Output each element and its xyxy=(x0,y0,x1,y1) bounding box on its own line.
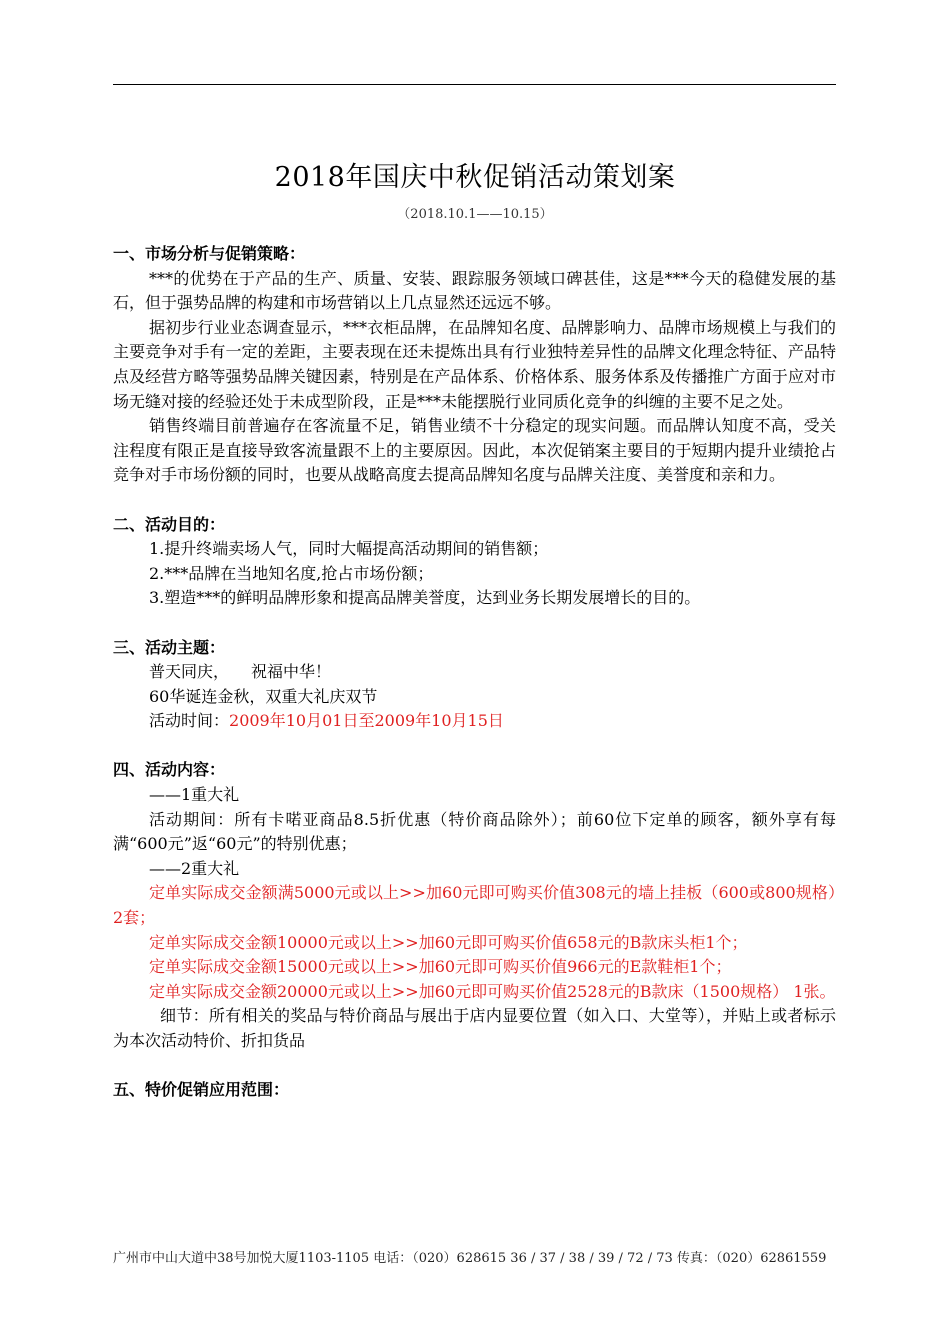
gift-title: ——2重大礼 xyxy=(149,858,240,878)
paragraph: 活动期间：所有卡喏亚商品8.5折优惠（特价商品除外）；前60位下定单的顾客，额外享有每满“600元”返“60元”的特别优惠； xyxy=(113,809,836,854)
paragraph: 据初步行业业态调查显示，***衣柜品牌，在品牌知名度、品牌影响力、品牌市场规模上与我们的主要竞争对手有一定的差距，主要表现在还未提炼出具有行业独特差异性的品牌文化理念特征、产品特点及经营方略等强势品牌关键因素，特别是在产品体系、价格体系、服务体系及传播推广方面于应对市场无缝对接的经验还处于未成型阶段，正是***未能摆脱行业同质化竞争的纠缠的主要不足之处。 xyxy=(113,317,836,411)
gift-tier: 定单实际成交金额20000元或以上>>加60元即可购买价值2528元的B款床（1500规格） 1张。 xyxy=(149,981,836,1001)
paragraph: 细节：所有相关的奖品与特价商品与展出于店内显要位置（如入口、大堂等），并贴上或者标示为本次活动特价、折扣货品 xyxy=(113,1006,836,1050)
gift-title: ——1重大礼 xyxy=(149,785,240,805)
theme-part: 祝福中华！ xyxy=(251,662,332,682)
section-heading: 四、活动内容： xyxy=(113,760,226,780)
document-title: 2018年国庆中秋促销活动策划案 xyxy=(274,162,676,193)
list-item: 2.***品牌在当地知名度,抢占市场份额； xyxy=(149,563,434,583)
activity-time-value: 2009年10月01日至2009年10月15日 xyxy=(229,711,504,731)
document-date-range: （2018.10.1——10.15） xyxy=(397,207,553,222)
header-rule xyxy=(113,84,836,85)
section-heading: 三、活动主题： xyxy=(113,637,226,657)
section-heading: 一、市场分析与促销策略： xyxy=(113,244,306,263)
theme-line: 60华诞连金秋，双重大礼庆双节 xyxy=(149,686,378,706)
section-heading: 五、特价促销应用范围： xyxy=(113,1080,290,1100)
page-footer: 广州市中山大道中38号加悦大厦1103-1105 电话：（020）628615 36 / 37 / 38 / 39 / 72 / 73 传真：（020）62861559 xyxy=(113,1251,827,1266)
list-item: 3.塑造***的鲜明品牌形象和提高品牌美誉度，达到业务长期发展增长的目的。 xyxy=(149,588,701,608)
activity-time xyxy=(113,709,836,734)
section-content xyxy=(113,758,836,1053)
gift-tier: 定单实际成交金额15000元或以上>>加60元即可购买价值966元的E款鞋柜1个； xyxy=(149,957,732,977)
section-theme xyxy=(113,636,836,734)
section-scope xyxy=(113,1078,836,1103)
paragraph: 销售终端目前普遍存在客流量不足，销售业绩不十分稳定的现实问题。而品牌认知度不高，受关注程度有限正是直接导致客流量跟不上的主要原因。因此，本次促销案主要目的于短期内提升业绩抢占竞争对手市场份额的同时，也要从战略高度去提高品牌知名度与品牌关注度、美誉度和亲和力。 xyxy=(113,416,836,485)
list-item: 1.提升终端卖场人气，同时大幅提高活动期间的销售额； xyxy=(149,539,549,559)
activity-time-label: 活动时间： xyxy=(149,711,230,731)
gift-tier: 定单实际成交金额满5000元或以上>>加60元即可购买价值308元的墙上挂板（600或800规格）2套； xyxy=(113,883,836,928)
theme-line xyxy=(113,660,836,685)
paragraph: ***的优势在于产品的生产、质量、安装、跟踪服务领域口碑甚佳，这是***今天的稳健发展的基石，但于强势品牌的构建和市场营销以上几点显然还远远不够。 xyxy=(113,268,836,313)
section-goals xyxy=(113,513,836,611)
section-market-analysis xyxy=(113,242,836,488)
section-heading: 二、活动目的： xyxy=(113,514,226,534)
theme-part: 普天同庆， xyxy=(149,662,230,682)
document-body xyxy=(113,242,836,1103)
gift-tier: 定单实际成交金额10000元或以上>>加60元即可购买价值658元的B款床头柜1个； xyxy=(149,932,748,952)
